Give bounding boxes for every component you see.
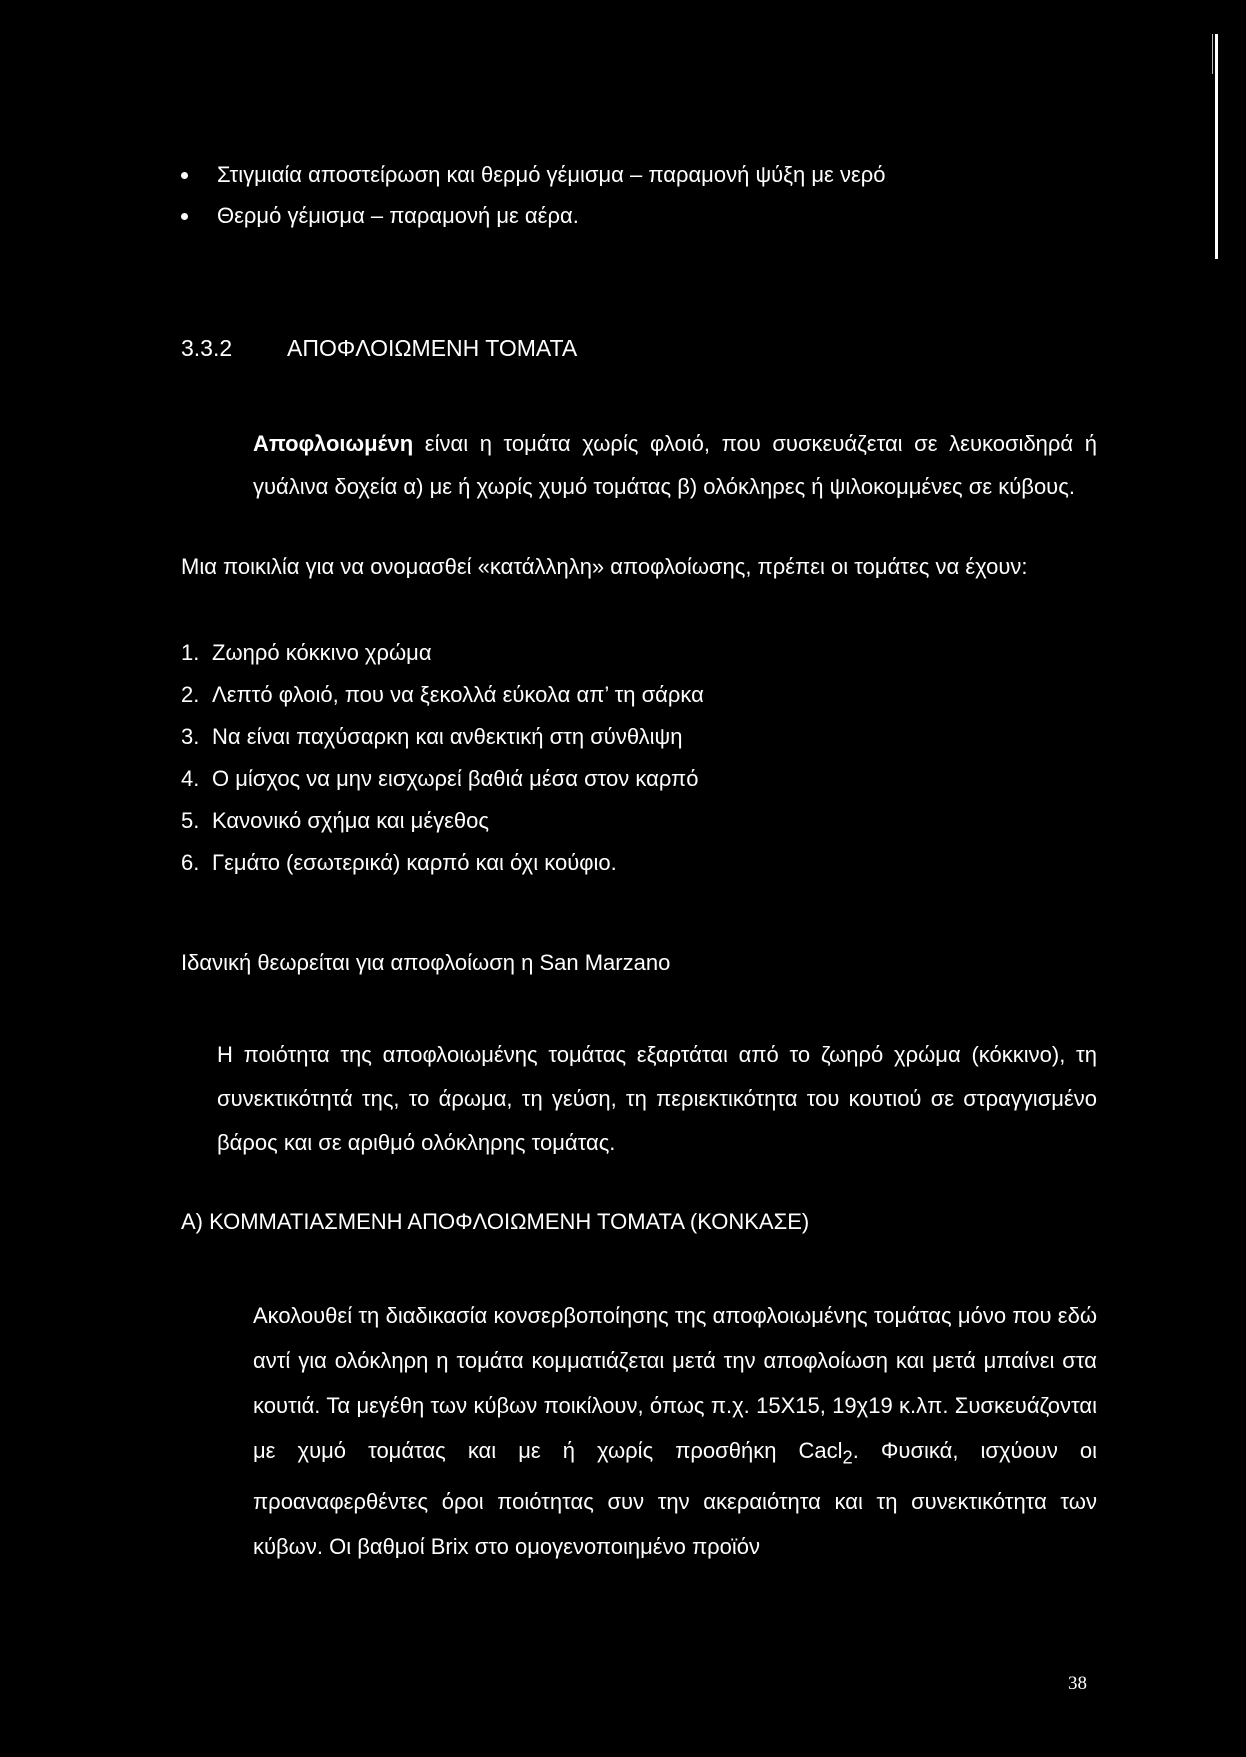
concasse-paragraph (181, 1293, 1097, 1569)
quality-paragraph (181, 1033, 1097, 1165)
list-number: 5. (181, 808, 200, 833)
bullet-item (181, 160, 1097, 201)
bullet-icon (181, 172, 188, 179)
variety-intro: Μια ποικιλία για να ονομασθεί «κατάλληλη» αποφλοίωσης, πρέπει οι τομάτες να έχουν: (181, 554, 1028, 579)
list-text: Κανονικό σχήμα και μέγεθος (212, 808, 490, 833)
list-number: 3. (181, 724, 200, 749)
definition-text: είναι η τομάτα χωρίς φλοιό, που συσκευάζεται σε λευκοσιδηρά ή γυάλινα δοχεία α) με ή χωρίς χυμό τομάτας β) ολόκληρες ή ψιλοκομμένες σε κύβους. (253, 431, 1097, 499)
list-number: 4. (181, 766, 200, 791)
ideal-variety-text: Ιδανική θεωρείται για αποφλοίωση η San Marzano (181, 950, 671, 975)
quality-text: Η ποιότητα της αποφλοιωμένης τομάτας εξαρτάται από το ζωηρό χρώμα (κόκκινο), τη συνεκτικότητά της, το άρωμα, τη γεύση, τη περιεκτικότητα του κουτιού σε στραγγισμένο βάρος και σε αριθμό ολόκληρης τομάτας. (217, 1042, 1097, 1155)
list-text: Ο μίσχος να μην εισχωρεί βαθιά μέσα στον καρπό (212, 766, 699, 791)
bullet-list (181, 160, 1097, 242)
concasse-text-before: Ακολουθεί τη διαδικασία κονσερβοποίησης της αποφλοιωμένης τομάτας μόνο που εδώ αντί για ολόκληρη η τομάτα κομματιάζεται μετά την αποφλοίωση και μετά μπαίνει στα κουτιά. Τα μεγέθη των κύβων ποικίλουν, όπως π.χ. 15Χ15, 19χ19 κ.λπ. Συσκευάζονται με χυμό τομάτας και με ή χωρίς προσθήκη Cacl (253, 1303, 1097, 1463)
list-text: Γεμάτο (εσωτερικά) καρπό και όχι κούφιο. (212, 850, 617, 875)
concasse-body (181, 1293, 1097, 1569)
list-number: 2. (181, 682, 200, 707)
concasse-text-after: . Φυσικά, ισχύουν οι προαναφερθέντες όροι ποιότητας συν την ακεραιότητα και τη συνεκτικότητα των κύβων. Οι βαθμοί Brix στο ομογενοποιημένο προϊόν (253, 1438, 1098, 1560)
bullet-item (181, 201, 1097, 242)
concasse-subscript: 2 (842, 1446, 853, 1468)
subsection-heading: Α) ΚΟΜΜΑΤΙΑΣΜΕΝΗ ΑΠΟΦΛΟΙΩΜΕΝΗ ΤΟΜΑΤΑ (ΚΟΝΚΑΣΕ) (181, 1209, 810, 1234)
margin-rule (1215, 34, 1218, 259)
list-text: Ζωηρό κόκκινο χρώμα (212, 640, 432, 665)
list-item (181, 806, 1097, 848)
section-number: 3.3.2 (181, 335, 233, 361)
page-number: 38 (1068, 1673, 1087, 1694)
list-text: Λεπτό φλοιό, που να ξεκολλά εύκολα απ’ τη σάρκα (212, 682, 704, 707)
list-number: 6. (181, 850, 200, 875)
bullet-icon (181, 213, 188, 220)
list-item (181, 848, 1097, 890)
bullet-text: Θερμό γέμισμα – παραμονή με αέρα. (217, 203, 579, 228)
bullet-text: Στιγμιαία αποστείρωση και θερμό γέμισμα – παραμονή ψύξη με νερό (217, 162, 886, 187)
section-heading (181, 333, 1097, 363)
list-item (181, 638, 1097, 680)
list-item (181, 680, 1097, 722)
requirements-list (181, 638, 1097, 890)
definition-paragraph (181, 422, 1097, 508)
list-item (181, 764, 1097, 806)
definition-body (181, 422, 1097, 508)
definition-term: Αποφλοιωμένη (253, 431, 414, 456)
list-number: 1. (181, 640, 200, 665)
list-text: Να είναι παχύσαρκη και ανθεκτική στη σύνθλιψη (212, 724, 683, 749)
margin-rule-thin (1212, 34, 1213, 74)
list-item (181, 722, 1097, 764)
section-title: ΑΠΟΦΛΟΙΩΜΕΝΗ ΤΟΜΑΤΑ (287, 335, 578, 361)
